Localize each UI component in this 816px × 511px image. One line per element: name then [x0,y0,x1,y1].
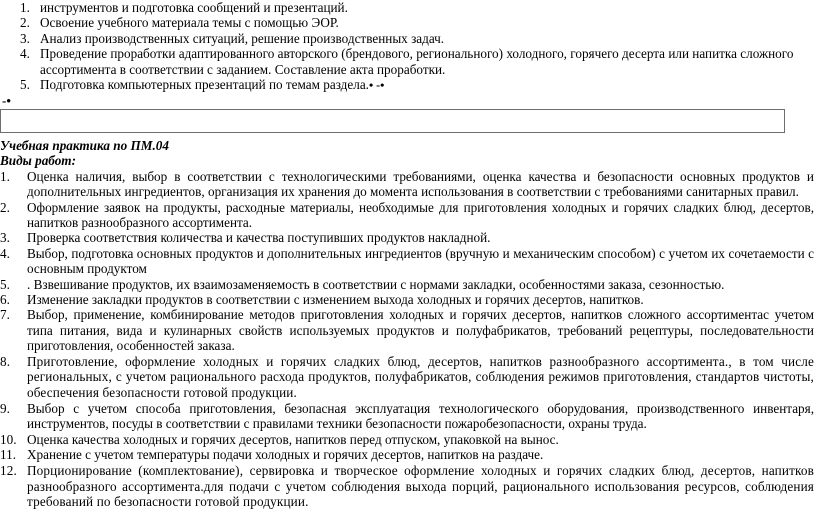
work-item-2 [0,200,816,231]
empty-frame-box [0,109,785,133]
top-list-number: 1. [20,0,30,15]
work-item-number: 12. [0,462,17,478]
top-list-item-2 [0,15,816,30]
work-item-text: Оформление заявок на продукты, расходные материалы, необходимые для приготовления холодных и горячих сладких блюд, десертов, напитков разнообразного ассортимента. [27,199,814,231]
work-item-number: 8. [0,353,11,369]
work-item-11 [0,447,816,462]
top-list-number: 5. [20,77,30,93]
top-list-number: 2. [20,15,30,31]
top-list-item-5 [0,77,816,93]
top-list-number: 4. [20,46,30,62]
work-item-number: 9. [0,401,10,417]
work-item-number: 5. [0,276,10,292]
work-item-number: 4. [0,245,10,261]
work-item-text: Проверка соответствия количества и качества поступивших продуктов накладной. [27,230,491,246]
work-item-9 [0,401,816,432]
work-item-text: Приготовление, оформление холодных и горячих сладких блюд, десертов, напитков разнообразного ассортимента., в том числе региональных, с учетом рационального расхода продуктов, полуфабрикатов, соблюдения режимов приготовления, стандартов чистоты, обеспечения безопасности готовой продукции. [27,353,814,401]
work-item-number: 10. [0,431,17,447]
work-item-number: 6. [0,292,10,308]
section-title: Учебная практика по ПМ.04 [0,138,169,153]
works-list [0,169,816,510]
work-item-text: . Взвешивание продуктов, их взаимозаменяемость в соответствии с нормами закладки, особенностями заказа, сезонностью. [27,276,725,292]
top-list-text [40,77,798,93]
work-item-number: 3. [0,230,10,246]
top-list-text: инструментов и подготовка сообщений и презентаций. [40,0,348,15]
work-item-text: Выбор, подготовка основных продуктов и дополнительных ингредиентов (вручную и механическим способом) с учетом их сочетаемости с основным продуктом [27,245,814,277]
work-item-text: Выбор, применение, комбинирование методов приготовления холодных и горячих десертов, напитков сложного ассортиментас учетом типа питания, вида и кулинарных свойств используемых продуктов и полуфабрикатов, требований рецептуры, последовательности приготовления, особенностей заказа. [27,307,814,354]
work-item-1 [0,169,816,200]
work-item-text: Оценка наличия, выбор в соответствии с технологическими требованиями, оценка качества и безопасности основных продуктов и дополнительных ингредиентов, организация их хранения до момента использования в соответствии с требованиями санитарных правил. [27,168,814,200]
work-item-text: Порционирование (комплектование), сервировка и творческое оформление холодных и горячих сладких блюд, десертов, напитков разнообразного ассортимента.для подачи с учетом соблюдения выхода порций, рационального использования ресурсов, соблюдения требований по безопасности готовой продукции. [27,462,814,510]
work-item-number: 2. [0,199,10,215]
top-list-text: Проведение проработки адаптированного авторского (брендового, регионального) холодного, горячего десерта или напитка сложного ассортимента в соответствии с заданием. Составление акта проработки. [40,46,794,77]
top-list-text: Освоение учебного материала темы с помощью ЭОР. [40,15,339,31]
work-item-8 [0,354,816,401]
work-item-number: 11. [0,447,16,463]
work-item-10 [0,432,816,447]
standalone-bullet-mark: -• [2,93,11,108]
top-list-item-4 [0,46,816,77]
top-numbered-list [0,0,816,93]
practice-section [0,138,816,510]
work-item-text: Изменение закладки продуктов в соответствии с изменением выхода холодных и горячих десертов, напитков. [27,292,644,308]
work-item-7 [0,307,816,353]
work-item-5 [0,277,816,292]
bullet-mark: • -• [368,78,385,93]
section-subtitle: Виды работ: [0,153,76,169]
work-item-text: Хранение с учетом температуры подачи холодных и горячих десертов, напитков на раздаче. [27,447,544,463]
work-item-12 [0,463,816,510]
top-list-item-3 [0,31,816,46]
work-item-4 [0,246,816,277]
top-list-number: 3. [20,30,30,46]
top-list-text-content: Подготовка компьютерных презентаций по темам раздела. [40,77,369,93]
work-item-text: Выбор с учетом способа приготовления, безопасная эксплуатация технологического оборудования, производственного инвентаря, инструментов, посуды в соответствии с правилами техники безопасности пожаробезопасности, охраны труда. [27,401,814,432]
work-item-text: Оценка качества холодных и горячих десертов, напитков перед отпуском, упаковкой на вынос. [27,431,559,447]
work-item-number: 7. [0,307,10,323]
work-item-6 [0,292,816,307]
top-list-text: Анализ производственных ситуаций, решение производственных задач. [40,30,445,46]
work-item-3 [0,230,816,245]
work-item-number: 1. [0,168,10,184]
top-list-item-1 [0,0,816,15]
